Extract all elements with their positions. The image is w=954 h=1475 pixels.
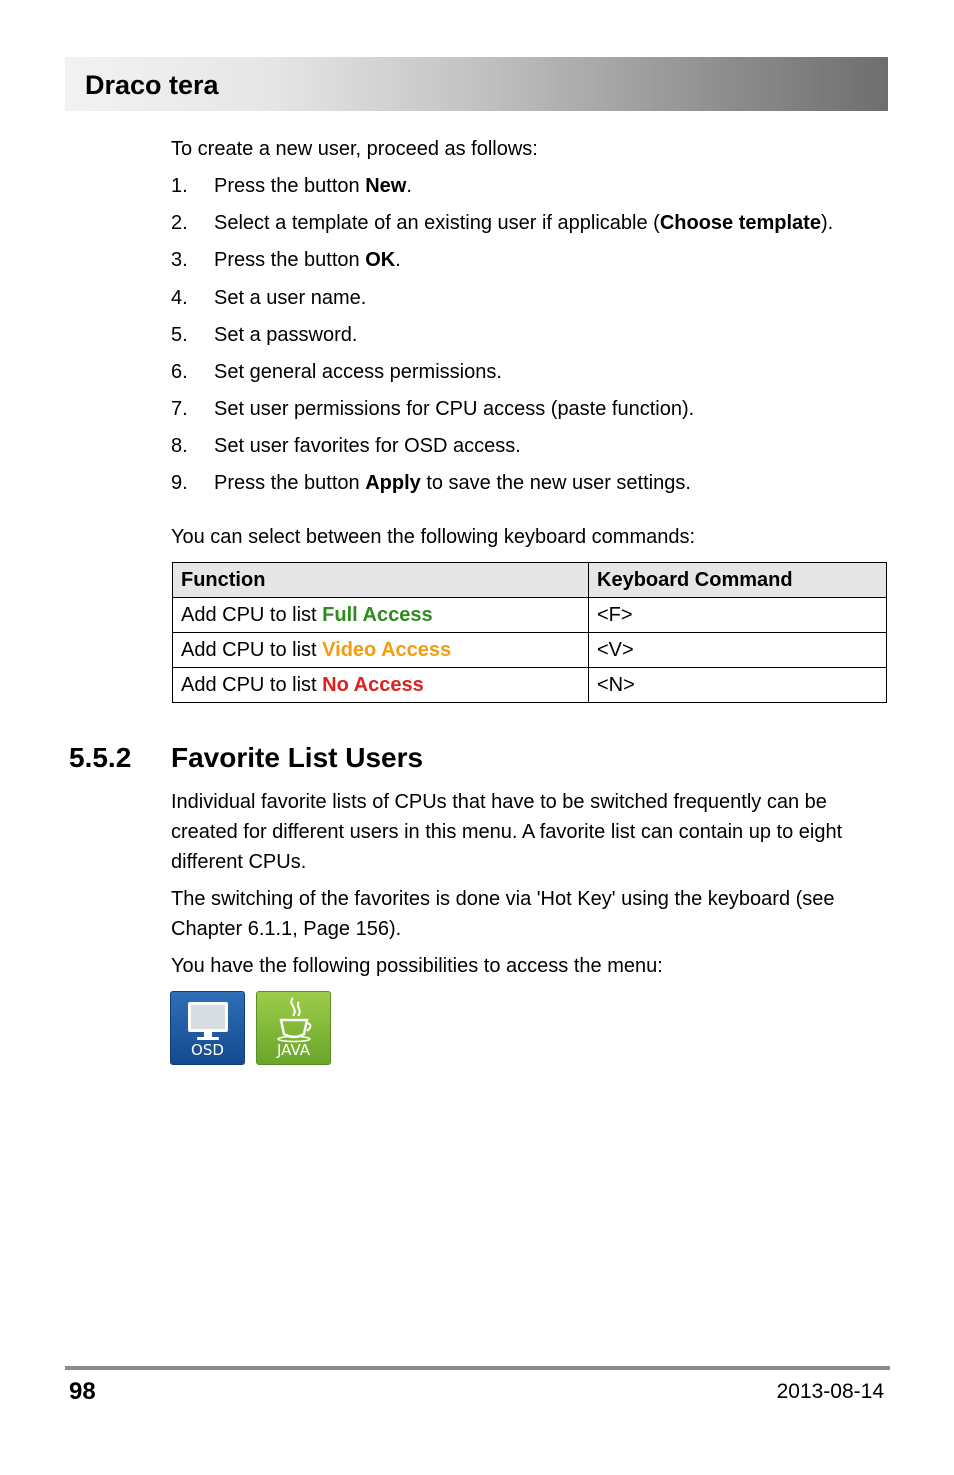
function-cell: Add CPU to list Full Access (173, 598, 589, 633)
section-number: 5.5.2 (69, 742, 132, 773)
osd-access-icon (170, 991, 245, 1065)
table-header-row (173, 563, 887, 598)
table-row (173, 598, 887, 633)
step-item: 4. Set a user name. (171, 287, 367, 309)
column-header-function: Function (173, 563, 589, 598)
column-header-keyboard-command: Keyboard Command (589, 563, 887, 598)
intro-text: To create a new user, proceed as follows: (171, 138, 538, 160)
step-item: 9. Press the button Apply to save the new user settings. (171, 472, 691, 494)
step-item: 1. Press the button New. (171, 175, 412, 197)
step-item: 5. Set a password. (171, 324, 358, 346)
keyboard-intro-text: You can select between the following keyboard commands: (171, 526, 696, 548)
header-bar (65, 57, 888, 111)
section-title: Favorite List Users (171, 742, 424, 773)
java-label: JAVA (276, 1041, 311, 1059)
access-keyword: No Access (322, 673, 424, 696)
keyboard-command-table (172, 562, 887, 703)
access-keyword: Full Access (322, 603, 433, 626)
step-item: 3. Press the button OK. (171, 249, 401, 271)
function-cell: Add CPU to list Video Access (173, 633, 589, 668)
page-number: 98 (69, 1378, 96, 1405)
footer-divider (65, 1366, 890, 1370)
access-keyword: Video Access (322, 638, 452, 661)
section-paragraph: The switching of the favorites is done via 'Hot Key' using the keyboard (see Chapter 6.1.1, Page 156). (171, 888, 835, 940)
command-cell: <F> (589, 598, 887, 633)
table-row (173, 668, 887, 703)
command-cell: <N> (589, 668, 887, 703)
osd-label: OSD (191, 1041, 224, 1059)
function-cell: Add CPU to list No Access (173, 668, 589, 703)
step-item: 7. Set user permissions for CPU access (paste function). (171, 398, 695, 420)
java-access-icon (256, 991, 331, 1065)
table-row (173, 633, 887, 668)
document-date: 2013-08-14 (776, 1380, 884, 1403)
step-item: 8. Set user favorites for OSD access. (171, 435, 521, 457)
section-paragraph: Individual favorite lists of CPUs that have to be switched frequently can be created for different users in this menu. A favorite list can contain up to eight different CPUs. (171, 791, 843, 873)
step-item: 2. Select a template of an existing user if applicable (Choose template). (171, 212, 834, 234)
document-title: Draco tera (85, 70, 219, 100)
step-item: 6. Set general access permissions. (171, 361, 502, 383)
section-paragraph: You have the following possibilities to access the menu: (171, 955, 663, 977)
command-cell: <V> (589, 633, 887, 668)
